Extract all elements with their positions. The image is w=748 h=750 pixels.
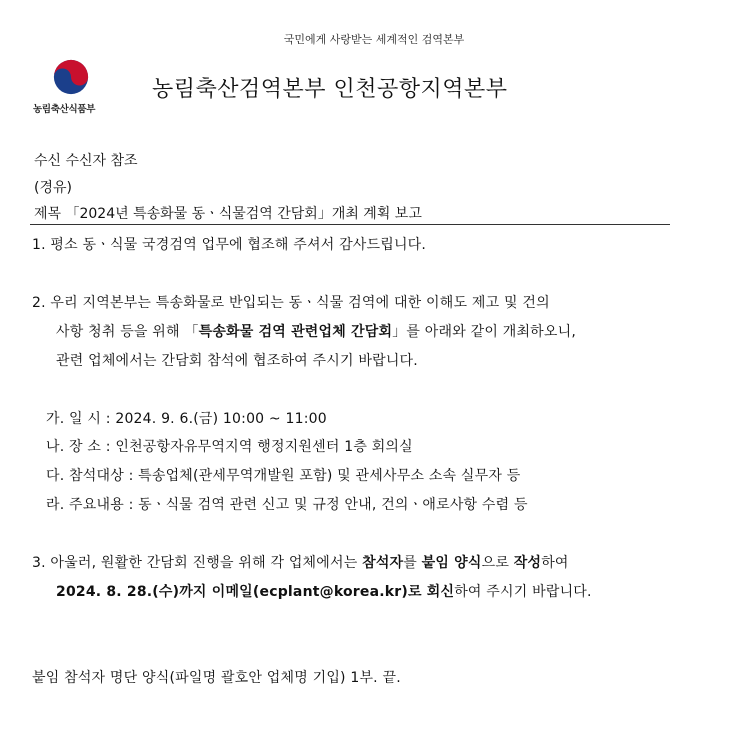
text: 하여 주시기 바랍니다. bbox=[454, 584, 592, 600]
deadline-email: 2024. 8. 28.(수)까지 이메일(ecplant@korea.kr)로 회신 bbox=[56, 584, 455, 600]
paragraph-3-line-2 bbox=[56, 581, 592, 601]
text: 으로 bbox=[481, 555, 514, 571]
text: 참석자 bbox=[362, 555, 404, 571]
text: 」를 아래와 같이 개최하오니, bbox=[392, 324, 576, 340]
text: 3. 아울러, 원활한 간담회 진행을 위해 각 업체에서는 bbox=[32, 555, 363, 571]
paragraph-1: 1. 평소 동ㆍ식물 국경검역 업무에 협조해 주셔서 감사드립니다. bbox=[32, 237, 427, 253]
paragraph-2-line-2 bbox=[56, 321, 576, 341]
attachment: 붙임 참석자 명단 양식(파일명 괄호안 업체명 기입) 1부. 끝. bbox=[32, 670, 401, 686]
item-attendees: 다. 참석대상 : 특송업체(관세무역개발원 포함) 및 관세사무소 소속 실무자 등 bbox=[46, 468, 521, 484]
via: (경유) bbox=[34, 180, 72, 196]
text: 를 bbox=[403, 555, 422, 571]
paragraph-2-line-3: 관련 업체에서는 간담회 참석에 협조하여 주시기 바랍니다. bbox=[56, 353, 418, 369]
divider bbox=[30, 224, 670, 225]
text: 하여 bbox=[541, 555, 569, 571]
motto: 국민에게 사랑받는 세계적인 검역본부 bbox=[283, 33, 465, 46]
item-date: 가. 일 시 : 2024. 9. 6.(금) 10:00 ~ 11:00 bbox=[46, 411, 327, 427]
organization-name: 농림축산검역본부 인천공항지역본부 bbox=[152, 77, 508, 102]
text: 사항 청취 등을 위해 「 bbox=[56, 324, 199, 340]
text: 작성 bbox=[513, 555, 542, 571]
paragraph-3-line-1 bbox=[32, 552, 569, 572]
meeting-name: 특송화물 검역 관련업체 간담회 bbox=[198, 324, 393, 340]
subject: 제목 「2024년 특송화물 동ㆍ식물검역 간담회」개최 계획 보고 bbox=[34, 206, 422, 222]
logo-text: 농림축산식품부 bbox=[33, 104, 96, 115]
text: 붙임 양식 bbox=[421, 555, 482, 571]
recipient: 수신 수신자 참조 bbox=[34, 153, 138, 169]
paragraph-2-line-1: 2. 우리 지역본부는 특송화물로 반입되는 동ㆍ식물 검역에 대한 이해도 제고 및 건의 bbox=[32, 295, 550, 311]
government-logo-icon bbox=[52, 58, 90, 96]
item-place: 나. 장 소 : 인천공항자유무역지역 행정지원센터 1층 회의실 bbox=[46, 439, 413, 455]
item-contents: 라. 주요내용 : 동ㆍ식물 검역 관련 신고 및 규정 안내, 건의ㆍ애로사항 수렴 등 bbox=[46, 497, 528, 513]
